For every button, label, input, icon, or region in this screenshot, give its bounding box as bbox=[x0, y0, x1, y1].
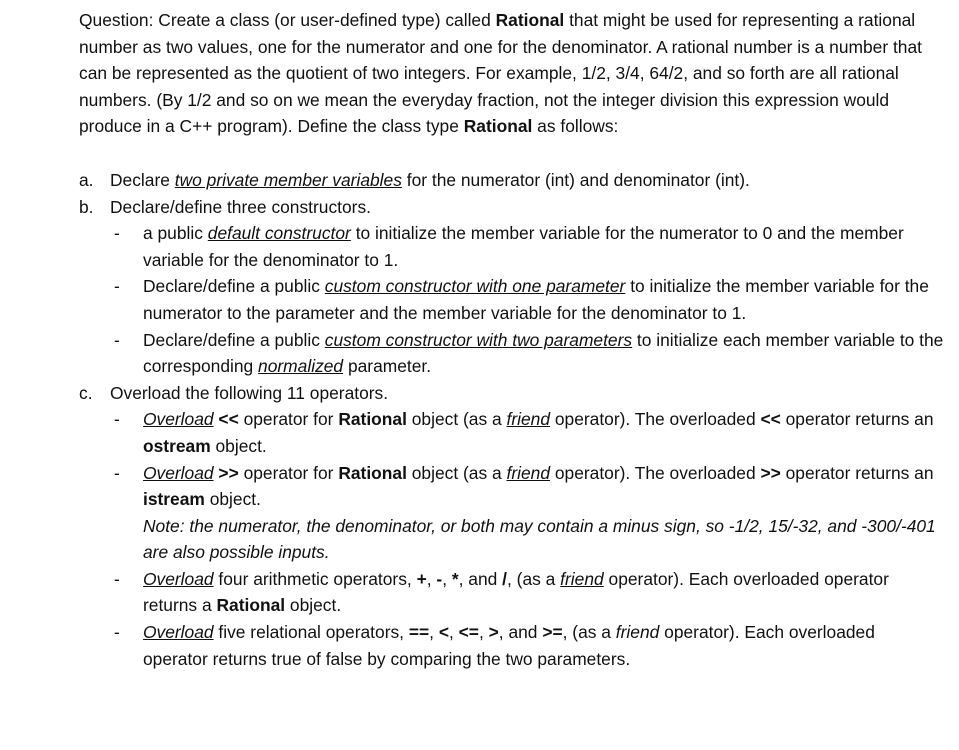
item-a-text-2: for the numerator (int) and denominator (int). bbox=[401, 169, 750, 190]
c1-bold-4: ostream bbox=[143, 435, 211, 456]
question-paragraph bbox=[79, 7, 944, 140]
question-text-3: as follows: bbox=[532, 116, 619, 137]
list-item-b bbox=[79, 194, 944, 221]
c3-text-3: , bbox=[442, 568, 452, 589]
c3-underlined-term-2: friend bbox=[560, 568, 604, 589]
c3-text-7: object. bbox=[285, 595, 342, 616]
c4-text-7: operator). Each overloaded operator returns true of false by comparing the two parameters. bbox=[143, 622, 875, 669]
c3-text-5: , (as a bbox=[507, 568, 561, 589]
b1-text-2: to initialize the member variable for the numerator to 0 and the member variable for the denominator to 1. bbox=[143, 223, 904, 270]
c2-text-5: operator returns an bbox=[780, 462, 934, 483]
b3-text-2: to initialize each member variable to the corresponding bbox=[143, 329, 944, 377]
c2-bold-1: >> bbox=[218, 462, 239, 483]
c4-bold-4: > bbox=[488, 622, 499, 643]
b1-text-1: a public bbox=[143, 223, 208, 244]
c2-text-2: operator for bbox=[238, 462, 339, 483]
c1-text-5: operator returns an bbox=[780, 409, 934, 430]
sub-item-c4 bbox=[79, 619, 944, 672]
b3-text-1: Declare/define a public bbox=[143, 329, 325, 350]
question-text-2: that might be used for representing a rational number as two values, one for the numerator and one for the denominator. A rational number is a number that can be represented as the quotient of two integers. For example, 1/2, 3/4, 64/2, and so forth are all rational numbers. (By 1/2 and so on we mean the everyday fraction, not the integer division this expression would produce in a C++ program). Define the class type bbox=[79, 10, 922, 137]
list-marker-b: b. bbox=[79, 196, 94, 217]
dash-bullet: - bbox=[114, 462, 120, 483]
c3-bold-5: Rational bbox=[216, 595, 286, 616]
list-marker-c: c. bbox=[79, 382, 93, 403]
b2-text-2: to initialize the member variable for the numerator to the parameter and the member variable for the denominator to 1. bbox=[143, 276, 929, 323]
c3-bold-2: - bbox=[436, 568, 443, 589]
b3-underlined-term: custom constructor with two parameters bbox=[324, 329, 633, 350]
class-name-bold: Rational bbox=[495, 10, 565, 30]
c4-text-4: , bbox=[478, 622, 489, 643]
item-a-text-1: Declare bbox=[110, 169, 175, 190]
c4-bold-1: == bbox=[408, 622, 430, 643]
c3-text-2: , bbox=[426, 568, 437, 589]
item-b-text: Declare/define three constructors. bbox=[110, 196, 371, 217]
b2-underlined-term: custom constructor with one parameter bbox=[324, 276, 626, 297]
dash-bullet: - bbox=[114, 276, 120, 297]
c4-italic-term: friend bbox=[615, 622, 660, 643]
class-name-bold-2: Rational bbox=[463, 116, 533, 137]
c2-text-3: object (as a bbox=[406, 462, 507, 483]
c2-underlined-term: Overload bbox=[143, 462, 214, 483]
input-note: Note: the numerator, the denominator, or both may contain a minus sign, so -1/2, 15/-32, and -300/-401 are also possible inputs. bbox=[143, 515, 936, 563]
c1-text-3: object (as a bbox=[406, 409, 507, 430]
c4-text-3: , bbox=[448, 622, 459, 643]
c2-bold-2: Rational bbox=[338, 462, 407, 483]
c3-bold-1: + bbox=[416, 568, 427, 589]
sub-item-c3 bbox=[79, 566, 944, 619]
sub-item-c1 bbox=[79, 406, 944, 459]
b2-text-1: Declare/define a public bbox=[143, 276, 325, 297]
c2-bold-3: >> bbox=[760, 462, 781, 483]
c4-bold-3: <= bbox=[458, 622, 479, 643]
c1-bold-3: << bbox=[760, 409, 781, 430]
b1-underlined-term: default constructor bbox=[207, 223, 351, 244]
b3-underlined-term-2: normalized bbox=[258, 356, 344, 377]
b3-text-3: parameter. bbox=[343, 356, 432, 377]
c4-underlined-term: Overload bbox=[143, 622, 214, 643]
c2-text-6: object. bbox=[204, 489, 261, 510]
c4-text-6: , (as a bbox=[562, 622, 616, 643]
c4-text-2: , bbox=[429, 622, 439, 643]
c4-text-5: , and bbox=[498, 622, 543, 643]
dash-bullet: - bbox=[114, 568, 120, 589]
c3-bold-3: * bbox=[451, 568, 459, 589]
sub-item-b1 bbox=[79, 220, 944, 273]
list-marker-a: a. bbox=[79, 169, 94, 190]
item-a-underlined-term: two private member variables bbox=[174, 169, 402, 190]
c1-text-2: operator for bbox=[238, 409, 339, 430]
c4-text-1: five relational operators, bbox=[213, 622, 409, 643]
c1-bold-1: << bbox=[218, 409, 239, 430]
question-text-1: Question: Create a class (or user-defined type) called bbox=[79, 10, 496, 30]
item-c-text: Overload the following 11 operators. bbox=[110, 382, 389, 403]
c1-underlined-term-2: friend bbox=[506, 409, 551, 430]
c1-text-6: object. bbox=[210, 435, 267, 456]
c4-bold-5: >= bbox=[542, 622, 563, 643]
c3-text-6: operator). Each overloaded operator returns a bbox=[143, 568, 889, 616]
dash-bullet: - bbox=[114, 622, 120, 643]
dash-bullet: - bbox=[114, 329, 120, 350]
list-item-c bbox=[79, 380, 944, 407]
sub-item-b3 bbox=[79, 327, 944, 380]
c3-text-1: four arithmetic operators, bbox=[213, 568, 417, 589]
c1-text-4: operator). The overloaded bbox=[550, 409, 761, 430]
c2-text-4: operator). The overloaded bbox=[550, 462, 761, 483]
c3-bold-4: / bbox=[502, 568, 507, 589]
c4-bold-2: < bbox=[438, 622, 449, 643]
c3-underlined-term: Overload bbox=[143, 568, 214, 589]
list-item-a bbox=[79, 167, 944, 194]
c3-text-4: , and bbox=[458, 568, 503, 589]
c1-bold-2: Rational bbox=[338, 409, 407, 430]
dash-bullet: - bbox=[114, 223, 120, 244]
c2-underlined-term-2: friend bbox=[506, 462, 551, 483]
assignment-document bbox=[79, 7, 944, 672]
sub-item-b2 bbox=[79, 273, 944, 326]
c1-underlined-term: Overload bbox=[143, 409, 214, 430]
paragraph-spacer bbox=[79, 140, 944, 167]
c2-bold-4: istream bbox=[143, 489, 205, 510]
dash-bullet: - bbox=[114, 409, 120, 430]
sub-item-c2 bbox=[79, 460, 944, 566]
